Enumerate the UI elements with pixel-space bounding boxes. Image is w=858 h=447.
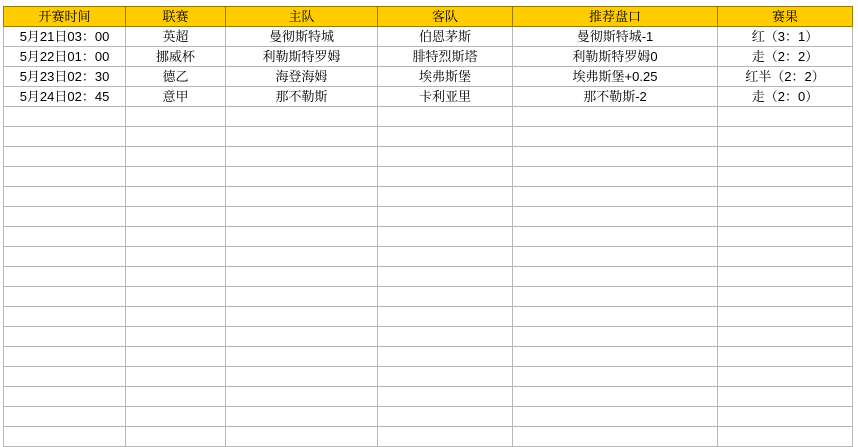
cell-empty[interactable] bbox=[126, 267, 226, 287]
cell-empty[interactable] bbox=[226, 107, 378, 127]
cell-empty[interactable] bbox=[226, 307, 378, 327]
table-row-empty[interactable] bbox=[4, 147, 853, 167]
cell-away-team[interactable]: 腓特烈斯塔 bbox=[378, 47, 513, 67]
cell-empty[interactable] bbox=[226, 387, 378, 407]
cell-empty[interactable] bbox=[4, 347, 126, 367]
cell-empty[interactable] bbox=[378, 187, 513, 207]
cell-league[interactable]: 德乙 bbox=[126, 67, 226, 87]
cell-empty[interactable] bbox=[4, 327, 126, 347]
cell-empty[interactable] bbox=[513, 307, 718, 327]
cell-result[interactable]: 走（2：2） bbox=[718, 47, 853, 67]
cell-empty[interactable] bbox=[126, 387, 226, 407]
cell-empty[interactable] bbox=[126, 107, 226, 127]
cell-empty[interactable] bbox=[126, 187, 226, 207]
cell-empty[interactable] bbox=[513, 247, 718, 267]
cell-away-team[interactable]: 埃弗斯堡 bbox=[378, 67, 513, 87]
table-row-empty[interactable] bbox=[4, 407, 853, 427]
cell-empty[interactable] bbox=[378, 427, 513, 447]
cell-time[interactable]: 5月23日02：30 bbox=[4, 67, 126, 87]
cell-empty[interactable] bbox=[4, 367, 126, 387]
cell-result[interactable]: 红（3：1） bbox=[718, 27, 853, 47]
cell-empty[interactable] bbox=[226, 367, 378, 387]
cell-league[interactable]: 意甲 bbox=[126, 87, 226, 107]
cell-empty[interactable] bbox=[513, 147, 718, 167]
cell-empty[interactable] bbox=[378, 247, 513, 267]
cell-empty[interactable] bbox=[513, 207, 718, 227]
table-row-empty[interactable] bbox=[4, 227, 853, 247]
table-row[interactable] bbox=[4, 67, 853, 87]
cell-empty[interactable] bbox=[126, 127, 226, 147]
match-table bbox=[3, 6, 853, 447]
cell-time[interactable]: 5月24日02：45 bbox=[4, 87, 126, 107]
column-header-home-team: 主队 bbox=[226, 7, 378, 27]
cell-empty[interactable] bbox=[718, 327, 853, 347]
cell-empty[interactable] bbox=[226, 407, 378, 427]
cell-empty[interactable] bbox=[378, 347, 513, 367]
cell-empty[interactable] bbox=[4, 187, 126, 207]
table-header-row bbox=[4, 7, 853, 27]
cell-empty[interactable] bbox=[4, 247, 126, 267]
cell-empty[interactable] bbox=[718, 347, 853, 367]
cell-empty[interactable] bbox=[4, 387, 126, 407]
cell-empty[interactable] bbox=[226, 327, 378, 347]
cell-empty[interactable] bbox=[513, 367, 718, 387]
cell-empty[interactable] bbox=[226, 147, 378, 167]
cell-empty[interactable] bbox=[126, 227, 226, 247]
cell-empty[interactable] bbox=[4, 267, 126, 287]
cell-empty[interactable] bbox=[513, 347, 718, 367]
cell-empty[interactable] bbox=[226, 167, 378, 187]
cell-empty[interactable] bbox=[718, 127, 853, 147]
cell-empty[interactable] bbox=[718, 427, 853, 447]
cell-empty[interactable] bbox=[226, 267, 378, 287]
cell-time[interactable]: 5月22日01：00 bbox=[4, 47, 126, 67]
cell-empty[interactable] bbox=[378, 207, 513, 227]
table-row-empty[interactable] bbox=[4, 167, 853, 187]
cell-empty[interactable] bbox=[378, 147, 513, 167]
table-row[interactable] bbox=[4, 87, 853, 107]
cell-home-team[interactable]: 利勒斯特罗姆 bbox=[226, 47, 378, 67]
table-row-empty[interactable] bbox=[4, 307, 853, 327]
cell-empty[interactable] bbox=[513, 427, 718, 447]
cell-empty[interactable] bbox=[226, 207, 378, 227]
table-row-empty[interactable] bbox=[4, 107, 853, 127]
cell-empty[interactable] bbox=[4, 427, 126, 447]
cell-home-team[interactable]: 曼彻斯特城 bbox=[226, 27, 378, 47]
cell-empty[interactable] bbox=[513, 227, 718, 247]
cell-empty[interactable] bbox=[513, 187, 718, 207]
cell-empty[interactable] bbox=[126, 347, 226, 367]
cell-empty[interactable] bbox=[226, 227, 378, 247]
column-header-result: 赛果 bbox=[718, 7, 853, 27]
table-row-empty[interactable] bbox=[4, 287, 853, 307]
table-row-empty[interactable] bbox=[4, 347, 853, 367]
cell-empty[interactable] bbox=[4, 407, 126, 427]
cell-empty[interactable] bbox=[718, 407, 853, 427]
column-header-time: 开赛时间 bbox=[4, 7, 126, 27]
cell-away-team[interactable]: 卡利亚里 bbox=[378, 87, 513, 107]
cell-empty[interactable] bbox=[718, 287, 853, 307]
cell-empty[interactable] bbox=[378, 167, 513, 187]
column-header-pick: 推荐盘口 bbox=[513, 7, 718, 27]
cell-pick[interactable]: 曼彻斯特城-1 bbox=[513, 27, 718, 47]
cell-empty[interactable] bbox=[126, 327, 226, 347]
cell-result[interactable]: 走（2：0） bbox=[718, 87, 853, 107]
table-row-empty[interactable] bbox=[4, 327, 853, 347]
cell-empty[interactable] bbox=[4, 287, 126, 307]
cell-empty[interactable] bbox=[378, 127, 513, 147]
cell-empty[interactable] bbox=[718, 107, 853, 127]
cell-empty[interactable] bbox=[126, 407, 226, 427]
cell-empty[interactable] bbox=[4, 207, 126, 227]
cell-empty[interactable] bbox=[4, 227, 126, 247]
cell-empty[interactable] bbox=[4, 107, 126, 127]
cell-empty[interactable] bbox=[126, 207, 226, 227]
cell-empty[interactable] bbox=[513, 107, 718, 127]
cell-empty[interactable] bbox=[126, 287, 226, 307]
cell-empty[interactable] bbox=[378, 407, 513, 427]
cell-empty[interactable] bbox=[378, 267, 513, 287]
cell-pick[interactable]: 那不勒斯-2 bbox=[513, 87, 718, 107]
cell-empty[interactable] bbox=[378, 387, 513, 407]
table-row-empty[interactable] bbox=[4, 427, 853, 447]
cell-empty[interactable] bbox=[226, 347, 378, 367]
cell-empty[interactable] bbox=[513, 127, 718, 147]
table-row-empty[interactable] bbox=[4, 387, 853, 407]
table-row-empty[interactable] bbox=[4, 127, 853, 147]
cell-empty[interactable] bbox=[513, 387, 718, 407]
cell-empty[interactable] bbox=[513, 327, 718, 347]
column-header-away-team: 客队 bbox=[378, 7, 513, 27]
cell-empty[interactable] bbox=[718, 387, 853, 407]
cell-pick[interactable]: 埃弗斯堡+0.25 bbox=[513, 67, 718, 87]
cell-empty[interactable] bbox=[513, 167, 718, 187]
cell-empty[interactable] bbox=[718, 207, 853, 227]
cell-empty[interactable] bbox=[226, 187, 378, 207]
cell-empty[interactable] bbox=[126, 247, 226, 267]
table-row-empty[interactable] bbox=[4, 267, 853, 287]
cell-empty[interactable] bbox=[718, 187, 853, 207]
cell-result[interactable]: 红半（2：2） bbox=[718, 67, 853, 87]
cell-empty[interactable] bbox=[513, 287, 718, 307]
spreadsheet-area bbox=[3, 6, 852, 447]
cell-time[interactable]: 5月21日03：00 bbox=[4, 27, 126, 47]
cell-empty[interactable] bbox=[126, 147, 226, 167]
cell-empty[interactable] bbox=[126, 167, 226, 187]
cell-empty[interactable] bbox=[378, 327, 513, 347]
cell-empty[interactable] bbox=[226, 287, 378, 307]
cell-home-team[interactable]: 海登海姆 bbox=[226, 67, 378, 87]
cell-empty[interactable] bbox=[718, 247, 853, 267]
cell-empty[interactable] bbox=[126, 307, 226, 327]
cell-empty[interactable] bbox=[378, 287, 513, 307]
cell-empty[interactable] bbox=[718, 307, 853, 327]
cell-empty[interactable] bbox=[718, 227, 853, 247]
cell-empty[interactable] bbox=[718, 167, 853, 187]
cell-away-team[interactable]: 伯恩茅斯 bbox=[378, 27, 513, 47]
cell-empty[interactable] bbox=[126, 427, 226, 447]
cell-empty[interactable] bbox=[226, 127, 378, 147]
cell-empty[interactable] bbox=[378, 367, 513, 387]
cell-league[interactable]: 英超 bbox=[126, 27, 226, 47]
table-row-empty[interactable] bbox=[4, 207, 853, 227]
cell-empty[interactable] bbox=[718, 367, 853, 387]
cell-empty[interactable] bbox=[226, 247, 378, 267]
cell-empty[interactable] bbox=[513, 267, 718, 287]
cell-empty[interactable] bbox=[378, 227, 513, 247]
cell-empty[interactable] bbox=[4, 167, 126, 187]
table-row-empty[interactable] bbox=[4, 367, 853, 387]
cell-empty[interactable] bbox=[126, 367, 226, 387]
table-row-empty[interactable] bbox=[4, 187, 853, 207]
column-header-league: 联赛 bbox=[126, 7, 226, 27]
cell-empty[interactable] bbox=[718, 147, 853, 167]
table-row[interactable] bbox=[4, 27, 853, 47]
cell-empty[interactable] bbox=[226, 427, 378, 447]
table-header bbox=[4, 7, 853, 27]
cell-league[interactable]: 挪威杯 bbox=[126, 47, 226, 67]
cell-empty[interactable] bbox=[4, 127, 126, 147]
cell-empty[interactable] bbox=[378, 107, 513, 127]
cell-empty[interactable] bbox=[513, 407, 718, 427]
table-row[interactable] bbox=[4, 47, 853, 67]
cell-empty[interactable] bbox=[718, 267, 853, 287]
cell-home-team[interactable]: 那不勒斯 bbox=[226, 87, 378, 107]
table-row-empty[interactable] bbox=[4, 247, 853, 267]
table-body bbox=[4, 27, 853, 447]
cell-empty[interactable] bbox=[378, 307, 513, 327]
cell-empty[interactable] bbox=[4, 147, 126, 167]
cell-pick[interactable]: 利勒斯特罗姆0 bbox=[513, 47, 718, 67]
cell-empty[interactable] bbox=[4, 307, 126, 327]
